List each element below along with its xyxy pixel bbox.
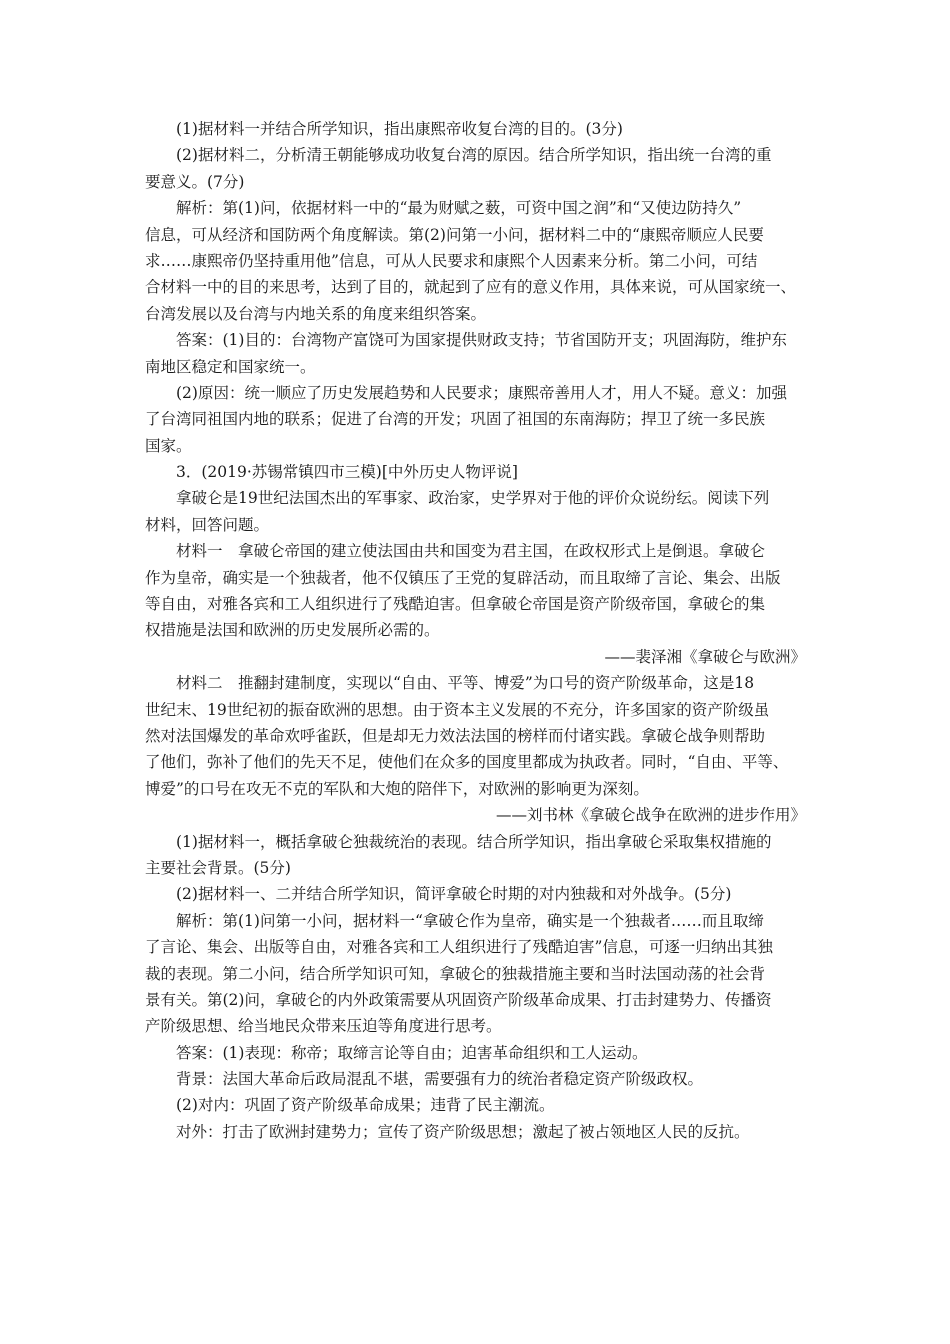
document-page (145, 116, 812, 1145)
text-line: (2)原因：统一顺应了历史发展趋势和人民要求；康熙帝善用人才，用人不疑。意义：加强 (176, 383, 787, 402)
citation-line: ——裴泽湘《拿破仑与欧洲》 (604, 647, 806, 666)
text-line: (2)据材料一、二并结合所学知识，简评拿破仑时期的对内独裁和对外战争。(5分) (176, 885, 732, 904)
text-line: 台湾发展以及台湾与内地关系的角度来组织答案。 (145, 304, 487, 323)
text-line: 材料一 拿破仑帝国的建立使法国由共和国变为君主国，在政权形式上是倒退。拿破仑 (176, 542, 766, 561)
text-line: 信息，可从经济和国防两个角度解读。第(2)问第一小问，据材料二中的“康熙帝顺应人民要 (145, 225, 764, 244)
text-line: 背景：法国大革命后政局混乱不堪，需要强有力的统治者稳定资产阶级政权。 (176, 1070, 704, 1089)
citation-line: ——刘书林《拿破仑战争在欧洲的进步作用》 (495, 806, 806, 825)
text-line: 要意义。(7分) (145, 172, 245, 191)
text-line: (2)对内：巩固了资产阶级革命成果；违背了民主潮流。 (176, 1096, 555, 1115)
text-line: 作为皇帝，确实是一个独裁者，他不仅镇压了王党的复辟活动，而且取缔了言论、集会、出版 (145, 568, 781, 587)
text-line: 了他们，弥补了他们的先天不足，使他们在众多的国度里都成为执政者。同时，“自由、平等、 (145, 753, 789, 772)
text-line: 答案：(1)目的：台湾物产富饶可为国家提供财政支持；节省国防开支；巩固海防，维护东 (176, 331, 787, 350)
text-line: (2)据材料二，分析清王朝能够成功收复台湾的原因。结合所学知识，指出统一台湾的重 (176, 146, 772, 165)
text-line: 权措施是法国和欧洲的历史发展所必需的。 (145, 621, 440, 640)
text-line: 南地区稳定和国家统一。 (145, 357, 316, 376)
text-line: 主要社会背景。(5分) (145, 858, 291, 877)
text-line: 国家。 (145, 436, 192, 455)
text-line: 解析：第(1)问第一小问，据材料一“拿破仑作为皇帝，确实是一个独裁者……而且取缔 (176, 911, 764, 930)
text-line: 答案：(1)表现：称帝；取缔言论等自由；迫害革命组织和工人运动。 (176, 1043, 648, 1062)
text-line: 景有关。第(2)问，拿破仑的内外政策需要从巩固资产阶级革命成果、打击封建势力、传播资 (145, 990, 772, 1009)
text-line: (1)据材料一并结合所学知识，指出康熙帝收复台湾的目的。(3分) (176, 120, 623, 138)
text-line: 然对法国爆发的革命欢呼雀跃，但是却无力效法法国的榜样而付诸实践。拿破仑战争则帮助 (145, 726, 766, 745)
text-line: 求……康熙帝仍坚持重用他”信息，可从人民要求和康熙个人因素来分析。第二小问，可结 (145, 251, 758, 270)
text-line: 合材料一中的目的来思考，达到了目的，就起到了应有的意义作用，具体来说，可从国家统一、 (145, 278, 797, 297)
text-line: 了言论、集会、出版等自由，对雅各宾和工人组织进行了残酷迫害”信息，可逐一归纳出其独 (145, 938, 773, 957)
text-line: 等自由，对雅各宾和工人组织进行了残酷迫害。但拿破仑帝国是资产阶级帝国，拿破仑的集 (145, 595, 766, 614)
text-line: 材料二 推翻封建制度，实现以“自由、平等、博爱”为口号的资产阶级革命，这是18 (176, 674, 755, 693)
text-line: 材料，回答问题。 (145, 515, 270, 534)
text-line: 解析：第(1)问，依据材料一中的“最为财赋之薮，可资中国之润”和“又使边防持久” (176, 199, 742, 218)
text-line: 3．(2019·苏锡常镇四市三模)[中外历史人物评说] (176, 463, 518, 482)
text-line: 世纪末、19世纪初的振奋欧洲的思想。由于资本主义发展的不充分，许多国家的资产阶级虽 (145, 700, 770, 719)
text-line: 对外：打击了欧洲封建势力；宣传了资产阶级思想；激起了被占领地区人民的反抗。 (176, 1122, 750, 1141)
text-line: 博爱”的口号在攻无不克的军队和大炮的陪伴下，对欧洲的影响更为深刻。 (145, 779, 649, 798)
text-line: 裁的表现。第二小问，结合所学知识可知，拿破仑的独裁措施主要和当时法国动荡的社会背 (145, 964, 766, 983)
text-line: 拿破仑是19世纪法国杰出的军事家、政治家，史学界对于他的评价众说纷纭。阅读下列 (176, 489, 770, 508)
text-line: 产阶级思想、给当地民众带来压迫等角度进行思考。 (145, 1017, 502, 1036)
text-line: (1)据材料一，概括拿破仑独裁统治的表现。结合所学知识，指出拿破仑采取集权措施的 (176, 832, 772, 851)
text-line: 了台湾同祖国内地的联系；促进了台湾的开发；巩固了祖国的东南海防；捍卫了统一多民族 (145, 410, 766, 429)
